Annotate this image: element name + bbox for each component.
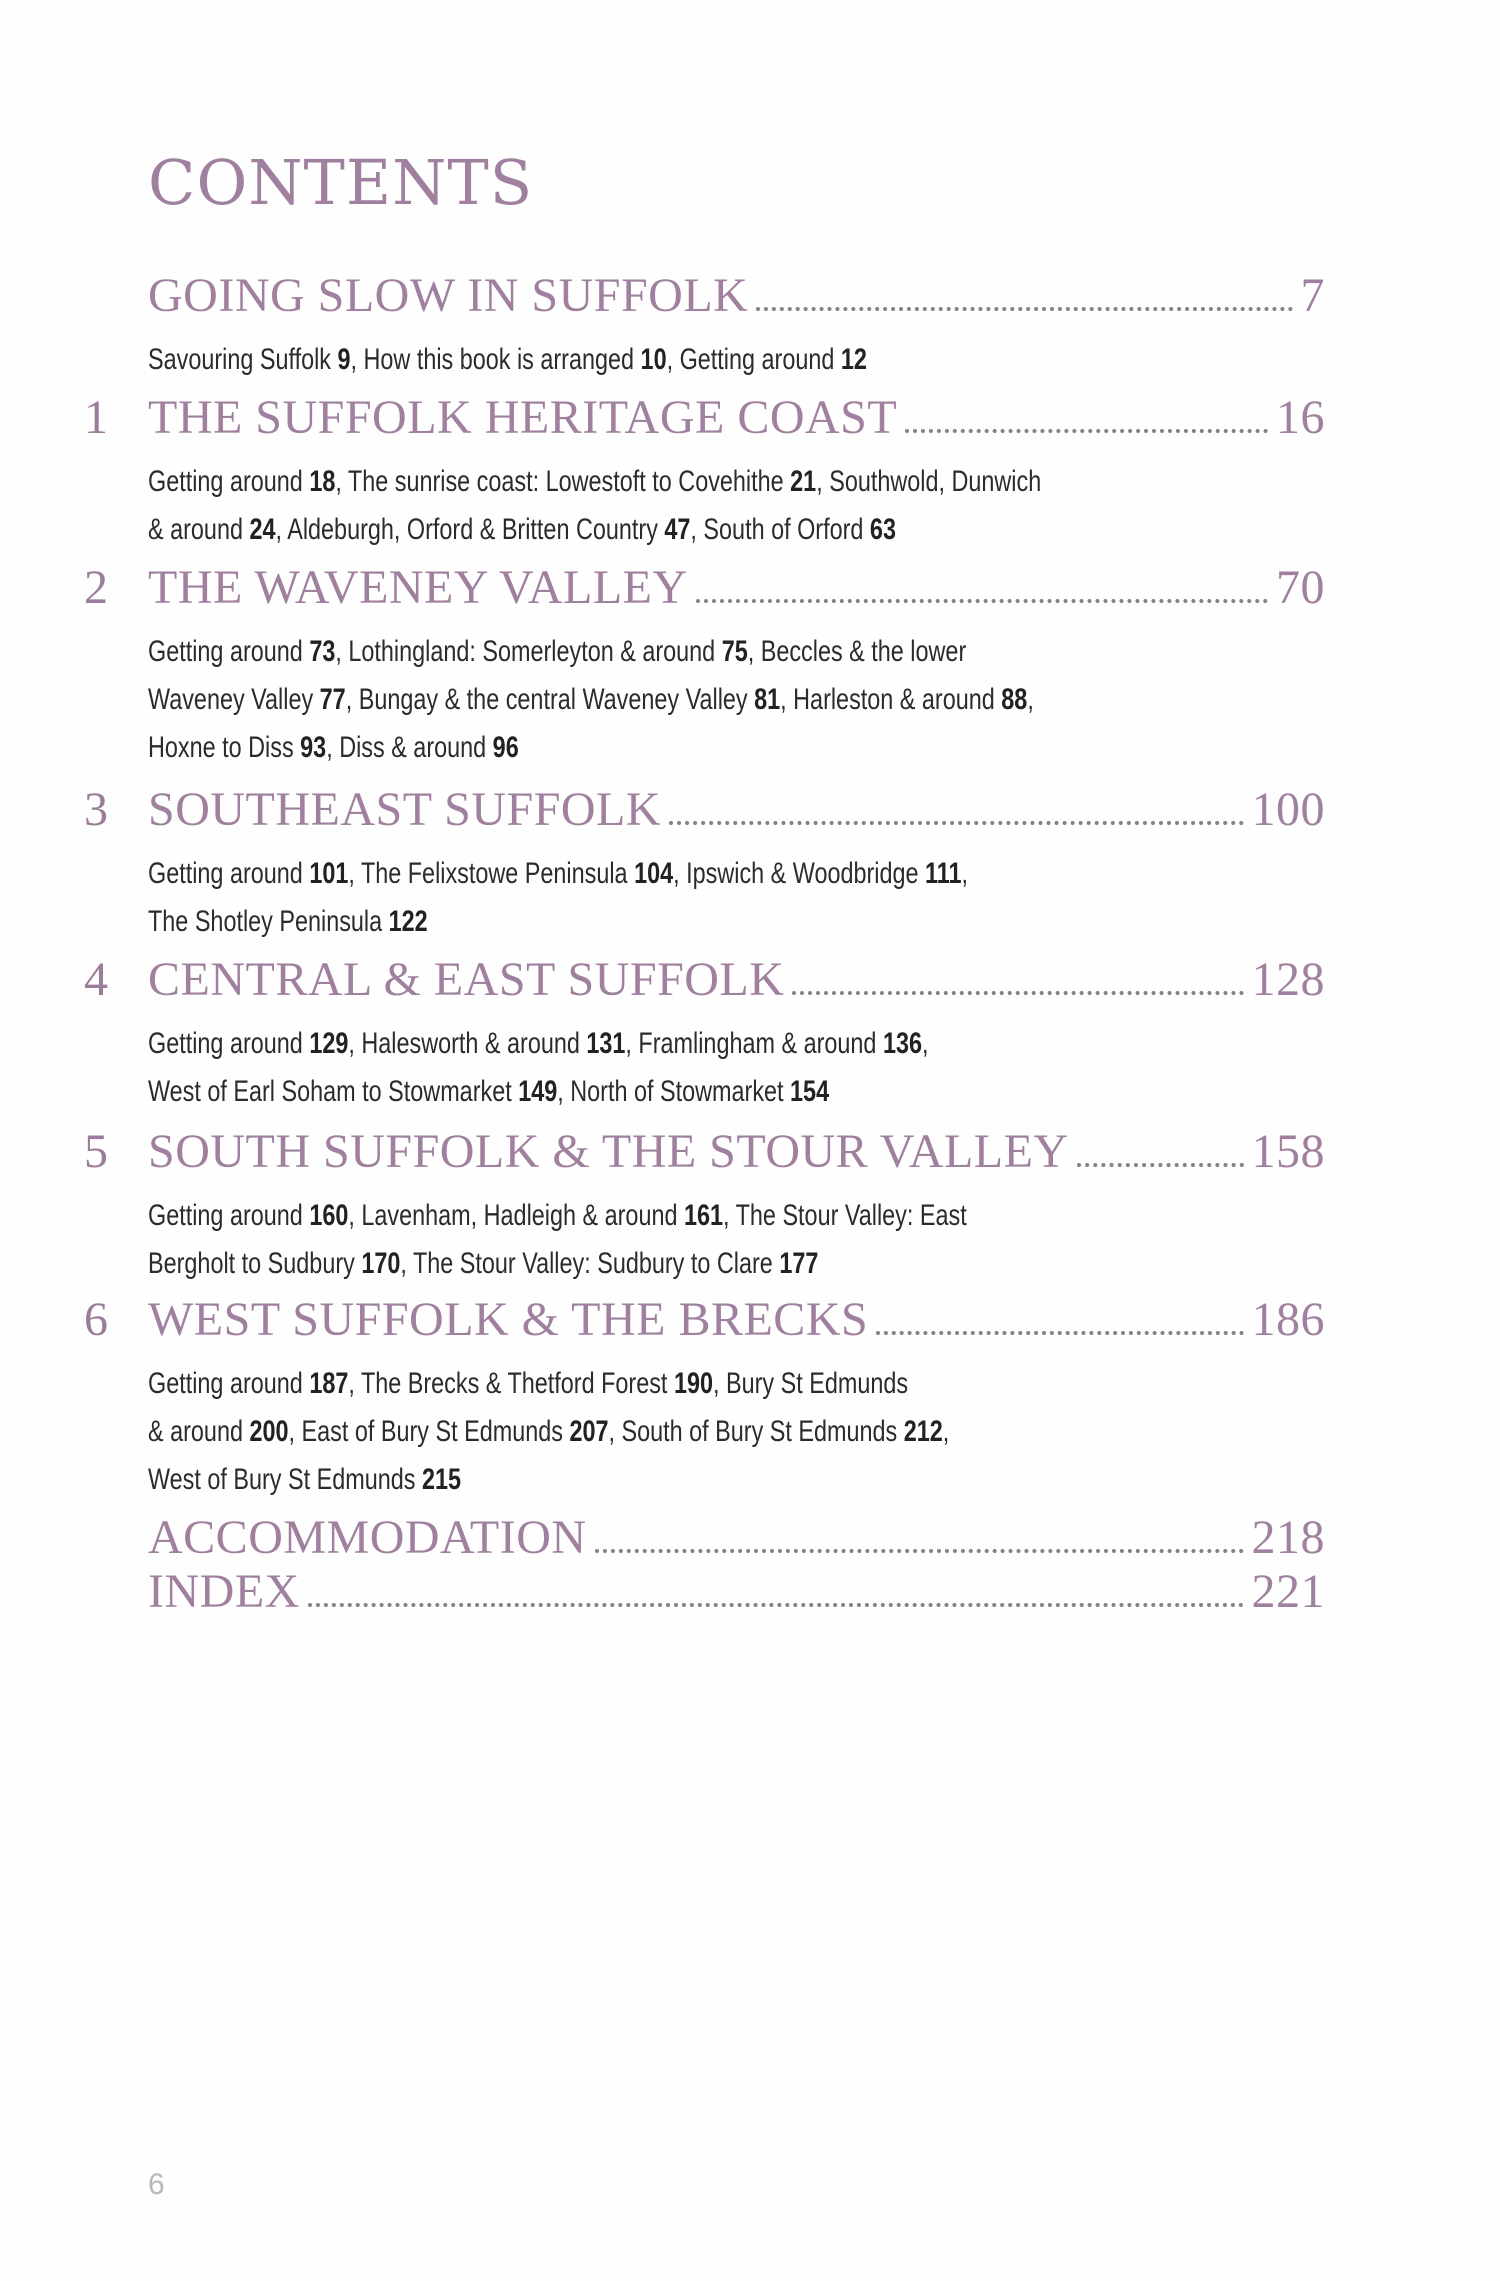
chapter-title: INDEX bbox=[148, 1565, 300, 1618]
section-name: Bergholt to Sudbury bbox=[148, 1247, 362, 1280]
section-list bbox=[148, 336, 1256, 384]
section-page-number: 101 bbox=[309, 857, 349, 890]
toc-entry-heading bbox=[0, 1564, 1500, 1624]
section-list bbox=[148, 1020, 1256, 1116]
section-page-number: 136 bbox=[882, 1027, 923, 1060]
toc-entry-heading bbox=[0, 560, 1500, 620]
section-name: , Halesworth & around bbox=[348, 1027, 587, 1060]
chapter-title-line bbox=[148, 390, 1325, 446]
section-name: , bbox=[942, 1415, 950, 1448]
section-name: , How this book is arranged bbox=[350, 343, 641, 376]
section-name: Hoxne to Diss bbox=[148, 731, 301, 764]
chapter-title-line bbox=[148, 1292, 1325, 1348]
chapter-page-number: 158 bbox=[1251, 1125, 1325, 1178]
section-line bbox=[148, 1456, 1256, 1504]
chapter-title-line bbox=[148, 560, 1325, 616]
section-name: Getting around bbox=[148, 1027, 310, 1060]
chapter-title-line bbox=[148, 952, 1325, 1008]
chapter-title: THE WAVENEY VALLEY bbox=[148, 561, 688, 614]
dot-leader bbox=[1077, 1162, 1244, 1167]
chapter-title-line bbox=[148, 782, 1325, 838]
section-name: Savouring Suffolk bbox=[148, 343, 338, 376]
section-line bbox=[148, 1240, 1256, 1288]
section-page-number: 9 bbox=[337, 343, 351, 376]
section-name: & around bbox=[148, 513, 250, 546]
section-page-number: 81 bbox=[754, 683, 781, 716]
section-name: , Bungay & the central Waveney Valley bbox=[345, 683, 755, 716]
chapter-page-number: 7 bbox=[1300, 269, 1325, 322]
section-page-number: 154 bbox=[790, 1075, 830, 1108]
section-line bbox=[148, 506, 1256, 554]
section-name: & around bbox=[148, 1415, 250, 1448]
section-list bbox=[148, 1360, 1256, 1504]
section-name: , Ipswich & Woodbridge bbox=[673, 857, 926, 890]
section-page-number: 161 bbox=[683, 1199, 724, 1232]
section-name: , Beccles & the lower bbox=[747, 635, 967, 668]
section-name: Getting around bbox=[148, 857, 310, 890]
section-page-number: 104 bbox=[634, 857, 674, 890]
section-name: Getting around bbox=[148, 465, 310, 498]
section-list bbox=[148, 458, 1256, 554]
section-page-number: 131 bbox=[586, 1027, 626, 1060]
section-list bbox=[148, 850, 1256, 946]
section-name: West of Earl Soham to Stowmarket bbox=[148, 1075, 519, 1108]
section-page-number: 24 bbox=[249, 513, 276, 546]
chapter-number: 2 bbox=[84, 561, 108, 614]
chapter-number: 4 bbox=[84, 953, 108, 1006]
section-name: Getting around bbox=[148, 1199, 310, 1232]
section-name: , Harleston & around bbox=[780, 683, 1002, 716]
section-name: , Southwold, Dunwich bbox=[816, 465, 1042, 498]
section-name: , South of Orford bbox=[690, 513, 870, 546]
section-name: The Shotley Peninsula bbox=[148, 905, 389, 938]
section-page-number: 215 bbox=[421, 1463, 462, 1496]
section-page-number: 200 bbox=[249, 1415, 289, 1448]
section-line bbox=[148, 1068, 1256, 1116]
section-line bbox=[148, 676, 1256, 724]
chapter-number: 3 bbox=[84, 783, 108, 836]
section-page-number: 122 bbox=[388, 905, 428, 938]
section-list bbox=[148, 1192, 1256, 1288]
dot-leader bbox=[792, 990, 1243, 995]
section-name: Getting around bbox=[148, 1367, 310, 1400]
chapter-title-line bbox=[148, 1564, 1325, 1620]
section-page-number: 73 bbox=[309, 635, 336, 668]
dot-leader bbox=[308, 1602, 1244, 1607]
section-page-number: 129 bbox=[309, 1027, 349, 1060]
chapter-title: ACCOMMODATION bbox=[148, 1511, 587, 1564]
section-page-number: 111 bbox=[925, 857, 962, 890]
section-name: , The Stour Valley: East bbox=[723, 1199, 967, 1232]
section-line bbox=[148, 458, 1256, 506]
section-name: , The sunrise coast: Lowestoft to Covehithe bbox=[335, 465, 791, 498]
toc-entry-heading bbox=[0, 390, 1500, 450]
section-page-number: 75 bbox=[721, 635, 748, 668]
section-page-number: 47 bbox=[664, 513, 691, 546]
section-name: , Lavenham, Hadleigh & around bbox=[348, 1199, 684, 1232]
dot-leader bbox=[696, 598, 1268, 603]
section-name: , The Felixstowe Peninsula bbox=[348, 857, 635, 890]
page-number: 6 bbox=[148, 2168, 165, 2201]
chapter-page-number: 16 bbox=[1276, 391, 1325, 444]
section-page-number: 12 bbox=[840, 343, 867, 376]
section-line bbox=[148, 1020, 1256, 1068]
toc-entry-heading bbox=[0, 1124, 1500, 1184]
chapter-page-number: 218 bbox=[1251, 1511, 1325, 1564]
section-page-number: 187 bbox=[309, 1367, 349, 1400]
section-name: , South of Bury St Edmunds bbox=[608, 1415, 904, 1448]
section-page-number: 88 bbox=[1001, 683, 1028, 716]
dot-leader bbox=[595, 1548, 1244, 1553]
section-line bbox=[148, 1192, 1256, 1240]
section-name: Waveney Valley bbox=[148, 683, 320, 716]
section-name: , Aldeburgh, Orford & Britten Country bbox=[275, 513, 665, 546]
section-page-number: 207 bbox=[569, 1415, 609, 1448]
section-line bbox=[148, 1360, 1256, 1408]
dot-leader bbox=[876, 1330, 1243, 1335]
chapter-page-number: 70 bbox=[1276, 561, 1325, 614]
section-name: Getting around bbox=[148, 635, 310, 668]
chapter-title: WEST SUFFOLK & THE BRECKS bbox=[148, 1293, 869, 1346]
section-line bbox=[148, 336, 1256, 384]
chapter-title-line bbox=[148, 268, 1325, 324]
section-page-number: 212 bbox=[903, 1415, 943, 1448]
toc-entry-heading bbox=[0, 952, 1500, 1012]
section-list bbox=[148, 628, 1256, 772]
toc-entry-heading bbox=[0, 268, 1500, 328]
dot-leader bbox=[756, 306, 1292, 311]
section-page-number: 93 bbox=[300, 731, 327, 764]
section-line bbox=[148, 724, 1256, 772]
chapter-page-number: 186 bbox=[1251, 1293, 1325, 1346]
section-page-number: 18 bbox=[309, 465, 336, 498]
section-page-number: 170 bbox=[361, 1247, 401, 1280]
section-name: , North of Stowmarket bbox=[557, 1075, 791, 1108]
section-line bbox=[148, 850, 1256, 898]
section-line bbox=[148, 1408, 1256, 1456]
toc-entry-heading bbox=[0, 782, 1500, 842]
section-name: , bbox=[922, 1027, 929, 1060]
section-name: , Bury St Edmunds bbox=[712, 1367, 909, 1400]
section-name: , The Brecks & Thetford Forest bbox=[348, 1367, 674, 1400]
toc-entry-heading bbox=[0, 1510, 1500, 1570]
chapter-title-line bbox=[148, 1124, 1325, 1180]
page-title: CONTENTS bbox=[148, 146, 534, 219]
section-line bbox=[148, 628, 1256, 676]
chapter-number: 6 bbox=[84, 1293, 108, 1346]
toc-entry-heading bbox=[0, 1292, 1500, 1352]
section-name: , bbox=[1027, 683, 1034, 716]
section-page-number: 21 bbox=[790, 465, 817, 498]
section-name: , bbox=[961, 857, 969, 890]
chapter-title: GOING SLOW IN SUFFOLK bbox=[148, 269, 749, 322]
dot-leader bbox=[905, 428, 1268, 433]
section-name: , The Stour Valley: Sudbury to Clare bbox=[400, 1247, 780, 1280]
chapter-page-number: 221 bbox=[1251, 1565, 1325, 1618]
section-name: , Diss & around bbox=[326, 731, 493, 764]
section-page-number: 10 bbox=[640, 343, 667, 376]
section-name: West of Bury St Edmunds bbox=[148, 1463, 422, 1496]
section-page-number: 149 bbox=[518, 1075, 558, 1108]
section-name: , East of Bury St Edmunds bbox=[288, 1415, 570, 1448]
chapter-page-number: 128 bbox=[1251, 953, 1325, 1006]
chapter-title: SOUTHEAST SUFFOLK bbox=[148, 783, 662, 836]
section-page-number: 177 bbox=[779, 1247, 819, 1280]
section-page-number: 160 bbox=[309, 1199, 349, 1232]
chapter-title: CENTRAL & EAST SUFFOLK bbox=[148, 953, 785, 1006]
section-line bbox=[148, 898, 1256, 946]
chapter-number: 5 bbox=[84, 1125, 108, 1178]
chapter-title-line bbox=[148, 1510, 1325, 1566]
section-page-number: 190 bbox=[673, 1367, 713, 1400]
section-page-number: 63 bbox=[869, 513, 896, 546]
section-page-number: 96 bbox=[492, 731, 519, 764]
chapter-title: SOUTH SUFFOLK & THE STOUR VALLEY bbox=[148, 1125, 1069, 1178]
section-name: , Getting around bbox=[666, 343, 841, 376]
chapter-number: 1 bbox=[84, 391, 108, 444]
section-name: , Framlingham & around bbox=[625, 1027, 883, 1060]
chapter-title: THE SUFFOLK HERITAGE COAST bbox=[148, 391, 898, 444]
section-page-number: 77 bbox=[319, 683, 346, 716]
section-name: , Lothingland: Somerleyton & around bbox=[335, 635, 722, 668]
chapter-page-number: 100 bbox=[1251, 783, 1325, 836]
dot-leader bbox=[669, 820, 1243, 825]
